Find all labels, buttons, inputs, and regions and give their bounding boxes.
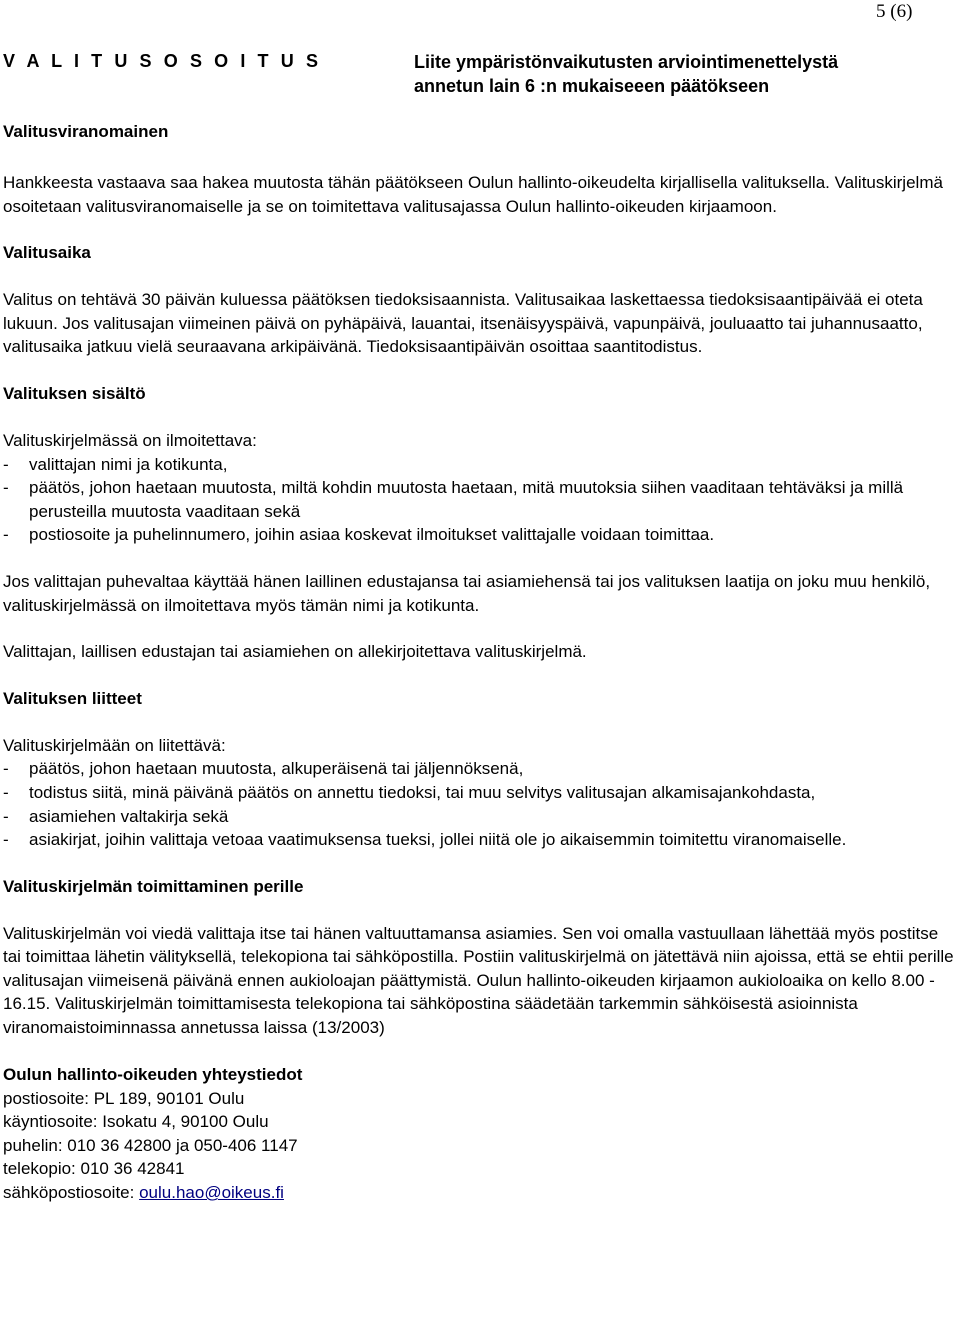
document-title: V A L I T U S O S O I T U S: [3, 51, 322, 71]
liitteet-intro: Valituskirjelmään on liitettävä:: [3, 735, 226, 755]
contact-kayntiosoite: käyntiosoite: Isokatu 4, 90100 Oulu: [3, 1112, 269, 1132]
contact-telekopio: telekopio: 010 36 42841: [3, 1159, 185, 1179]
contact-puhelin: puhelin: 010 36 42800 ja 050-406 1147: [3, 1135, 298, 1155]
email-label: sähköpostiosoite:: [3, 1183, 140, 1203]
list-item: - todistus siitä, minä päivänä päätös on annettu tiedoksi, tai muu selvitys valitusajan alkamisajankohdasta,: [3, 782, 816, 802]
paragraph-edustaja: Jos valittajan puhevaltaa käyttää hänen laillinen edustajansa tai asiamiehensä tai jos valituksen laatija on joku muu henkilö, valituskirjelmässä on ilmoitettava myös tämän nimi ja kotikunta.: [3, 571, 931, 615]
paragraph-allekirjoitus: Valittajan, laillisen edustajan tai asiamiehen on allekirjoitettava valituskirjelmä.: [3, 642, 587, 662]
list-item-text: valittajan nimi ja kotikunta,: [29, 454, 228, 474]
list-item-text: postiosoite ja puhelinnumero, joihin asiaa koskevat ilmoitukset valittajalle voidaan toimittaa.: [29, 525, 715, 545]
contact-postiosoite: postiosoite: PL 189, 90101 Oulu: [3, 1088, 245, 1108]
header-subtitle: [414, 50, 838, 98]
sisalto-intro: Valituskirjelmässä on ilmoitettava:: [3, 430, 257, 450]
list-item-text: asiakirjat, joihin valittaja vetoaa vaatimuksensa tueksi, jollei niitä ole jo aikaisemmin toimitettu viranomaiselle.: [29, 830, 847, 850]
list-item: - päätös, johon haetaan muutosta, alkuperäisenä tai jäljennöksenä,: [3, 759, 524, 779]
list-item: - päätös, johon haetaan muutosta, miltä kohdin muutosta haetaan, mitä muutoksia siihen vaaditaan tehtäväksi ja millä perusteilla muutosta vaaditaan sekä: [3, 478, 904, 521]
list-item: - asiakirjat, joihin valittaja vetoaa vaatimuksensa tueksi, jollei niitä ole jo aikaisemmin toimitettu viranomaiselle.: [3, 830, 847, 850]
list-item: - asiamiehen valtakirja sekä: [3, 806, 229, 826]
heading-valitusaika: Valitusaika: [3, 243, 91, 263]
heading-valitusviranomainen: Valitusviranomainen: [3, 122, 169, 141]
page-number: 5 (6): [876, 1, 913, 22]
contact-email: [3, 1181, 958, 1205]
email-link[interactable]: oulu.hao@oikeus.fi: [139, 1183, 284, 1203]
list-item: - postiosoite ja puhelinnumero, joihin asiaa koskevat ilmoitukset valittajalle voidaan toimittaa.: [3, 525, 715, 545]
document-body: [3, 120, 958, 1205]
list-item-text: todistus siitä, minä päivänä päätös on annettu tiedoksi, tai muu selvitys valitusajan alkamisajankohdasta,: [29, 782, 816, 802]
contact-info: [3, 1087, 958, 1205]
list-item-text: asiamiehen valtakirja sekä: [29, 806, 229, 826]
paragraph-valitusviranomainen: Hankkeesta vastaava saa hakea muutosta tähän päätökseen Oulun hallinto-oikeudelta kirjallisella valituksella. Valituskirjelmä osoitetaan valitusviranomaiselle ja se on toimitettava valitusajassa Oulun hallinto-oikeuden kirjaamoon.: [3, 173, 943, 216]
sisalto-list: [3, 453, 958, 547]
heading-yhteystiedot: Oulun hallinto-oikeuden yhteystiedot: [3, 1064, 303, 1084]
list-item-text: päätös, johon haetaan muutosta, alkuperäisenä tai jäljennöksenä,: [29, 759, 524, 779]
header-subtitle-line1: Liite ympäristönvaikutusten arviointimenettelystä: [414, 52, 839, 72]
list-item: - valittajan nimi ja kotikunta,: [3, 454, 228, 474]
header-subtitle-line2: annetun lain 6 :n mukaiseeen päätökseen: [414, 76, 770, 96]
heading-toimittaminen: Valituskirjelmän toimittaminen perille: [3, 876, 304, 896]
heading-valituksen-liitteet: Valituksen liitteet: [3, 688, 142, 708]
liitteet-list: [3, 757, 958, 851]
heading-valituksen-sisalto: Valituksen sisältö: [3, 383, 146, 403]
list-item-text: päätös, johon haetaan muutosta, miltä kohdin muutosta haetaan, mitä muutoksia siihen vaaditaan tehtäväksi ja millä perusteilla muutosta vaaditaan sekä: [29, 478, 904, 521]
paragraph-valitusaika: Valitus on tehtävä 30 päivän kuluessa päätöksen tiedoksisaannista. Valitusaikaa laskettaessa tiedoksisaantipäivää ei oteta lukuun. Jos valitusajan viimeinen päivä on pyhäpäivä, lauantai, itsenäisyyspäivä, vapunpäivä, jouluaatto tai juhannusaatto, valitusaika jatkuu vielä seuraavana arkipäivänä. Tiedoksisaantipäivän osoittaa saantitodistus.: [3, 290, 923, 357]
paragraph-toimittaminen: Valituskirjelmän voi viedä valittaja itse tai hänen valtuuttamansa asiamies. Sen voi omalla vastuullaan lähettää myös postitse tai toimittaa lähetin välityksellä, telekopiona tai sähköpostilla. Postiin valituskirjelmä on jätettävä niin ajoissa, että se ehtii perille valitusajan viimeisenä päivänä ennen aukioloajan päättymistä. Oulun hallinto-oikeuden kirjaamon aukioloaika on kello 8.00 - 16.15. Valituskirjelmän toimittamisesta telekopiona tai sähköpostina säädetään tarkemmin sähköisestä asioinnista viranomaistoiminnassa annetussa laissa (13/2003): [3, 923, 954, 1038]
